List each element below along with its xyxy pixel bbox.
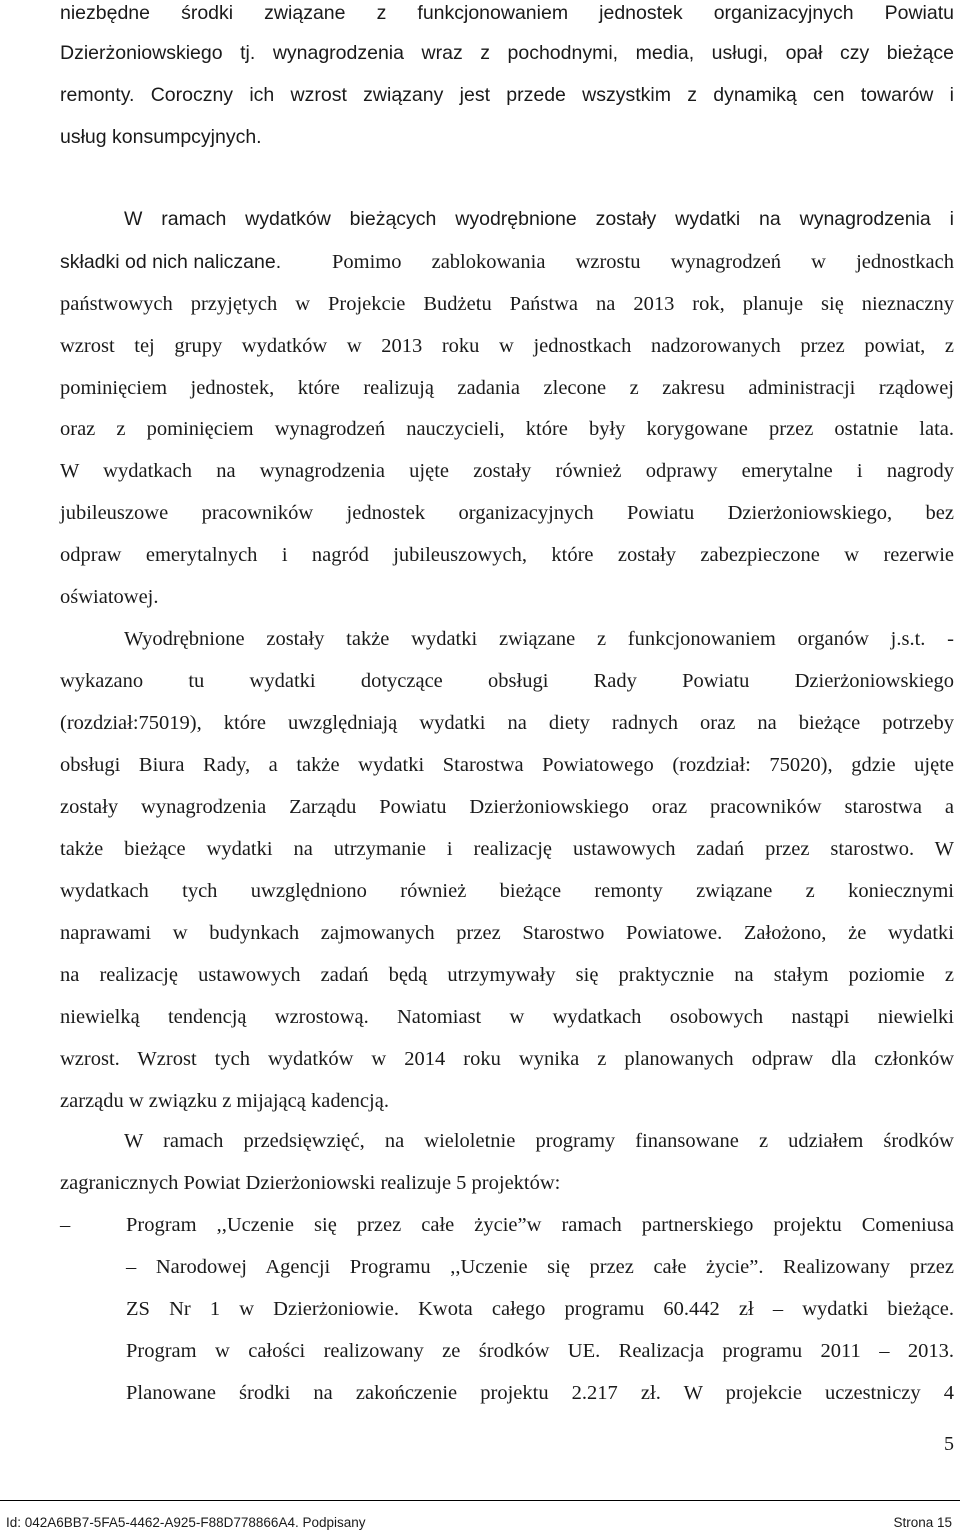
text-line: niezbędne środki związane z funkcjonowaniem jednostek organizacyjnych Powiatu [60,2,954,24]
text-line: Wyodrębnione zostały także wydatki związane z funkcjonowaniem organów j.s.t. - [124,628,954,650]
text-line: naprawami w budynkach zajmowanych przez Starostwo Powiatowe. Założono, że wydatki [60,922,954,944]
text-line: składki od nich naliczane. [60,251,282,273]
text-line: oświatowej. [60,586,159,608]
footer-page-label: Strona 15 [893,1515,952,1530]
text-line: państwowych przyjętych w Projekcie Budżetu Państwa na 2013 rok, planuje się nieznaczny [60,293,954,315]
text-line: obsługi Biura Rady, a także wydatki Starostwa Powiatowego (rozdział: 75020), gdzie ujęte [60,754,954,776]
list-item-line: Program w całości realizowany ze środków UE. Realizacja programu 2011 – 2013. [126,1340,954,1362]
footer-document-id: Id: 042A6BB7-5FA5-4462-A925-F88D778866A4. Podpisany [6,1515,366,1530]
footer-divider [0,1500,960,1501]
text-line: wzrost. Wzrost tych wydatków w 2014 roku wynika z planowanych odpraw dla członków [60,1048,954,1070]
text-line: W ramach wydatków bieżących wyodrębnione zostały wydatki na wynagrodzenia i [124,208,954,230]
text-line: wzrost tej grupy wydatków w 2013 roku w jednostkach nadzorowanych przez powiat, z [60,335,954,357]
list-item-line: Planowane środki na zakończenie projektu 2.217 zł. W projekcie uczestniczy 4 [126,1382,954,1404]
text-line: także bieżące wydatki na utrzymanie i realizację ustawowych zadań przez starostwo. W [60,838,954,860]
text-line: Pomimo zablokowania wzrostu wynagrodzeń w jednostkach [332,251,954,273]
text-line: jubileuszowe pracowników jednostek organizacyjnych Powiatu Dzierżoniowskiego, bez [60,502,954,524]
text-line: niewielką tendencją wzrostową. Natomiast w wydatkach osobowych nastąpi niewielki [60,1006,954,1028]
text-line: pominięciem jednostek, które realizują zadania zlecone z zakresu administracji rządowej [60,377,954,399]
text-line: remonty. Coroczny ich wzrost związany jest przede wszystkim z dynamiką cen towarów i [60,84,954,106]
list-item-line: – Narodowej Agencji Programu ,,Uczenie się przez całe życie”. Realizowany przez [126,1256,954,1278]
text-line: usług konsumpcyjnych. [60,126,262,148]
list-item-line: ZS Nr 1 w Dzierżoniowie. Kwota całego programu 60.442 zł – wydatki bieżące. [126,1298,954,1320]
text-line: na realizację ustawowych zadań będą utrzymywały się praktycznie na stałym poziomie z [60,964,954,986]
text-line: W ramach przedsięwzięć, na wieloletnie programy finansowane z udziałem środków [124,1130,954,1152]
text-line: zarządu w związku z mijającą kadencją. [60,1090,389,1112]
text-line: wydatkach tych uwzględniono również bieżące remonty związane z koniecznymi [60,880,954,902]
text-line: zagranicznych Powiat Dzierżoniowski realizuje 5 projektów: [60,1172,561,1194]
list-item-line: Program ,,Uczenie się przez całe życie”w ramach partnerskiego projektu Comeniusa [126,1214,954,1236]
page-number: 5 [944,1433,954,1455]
text-line: zostały wynagrodzenia Zarządu Powiatu Dzierżoniowskiego oraz pracowników starostwa a [60,796,954,818]
list-bullet: – [60,1214,71,1236]
text-line: W wydatkach na wynagrodzenia ujęte zostały również odprawy emerytalne i nagrody [60,460,954,482]
text-line: Dzierżoniowskiego tj. wynagrodzenia wraz z pochodnymi, media, usługi, opał czy bieżące [60,42,954,64]
text-line: (rozdział:75019), które uwzględniają wydatki na diety radnych oraz na bieżące potrzeby [60,712,954,734]
text-line: odpraw emerytalnych i nagród jubileuszowych, które zostały zabezpieczone w rezerwie [60,544,954,566]
text-line: oraz z pominięciem wynagrodzeń nauczycieli, które były korygowane przez ostatnie lata. [60,418,954,440]
text-line: wykazano tu wydatki dotyczące obsługi Rady Powiatu Dzierżoniowskiego [60,670,954,692]
